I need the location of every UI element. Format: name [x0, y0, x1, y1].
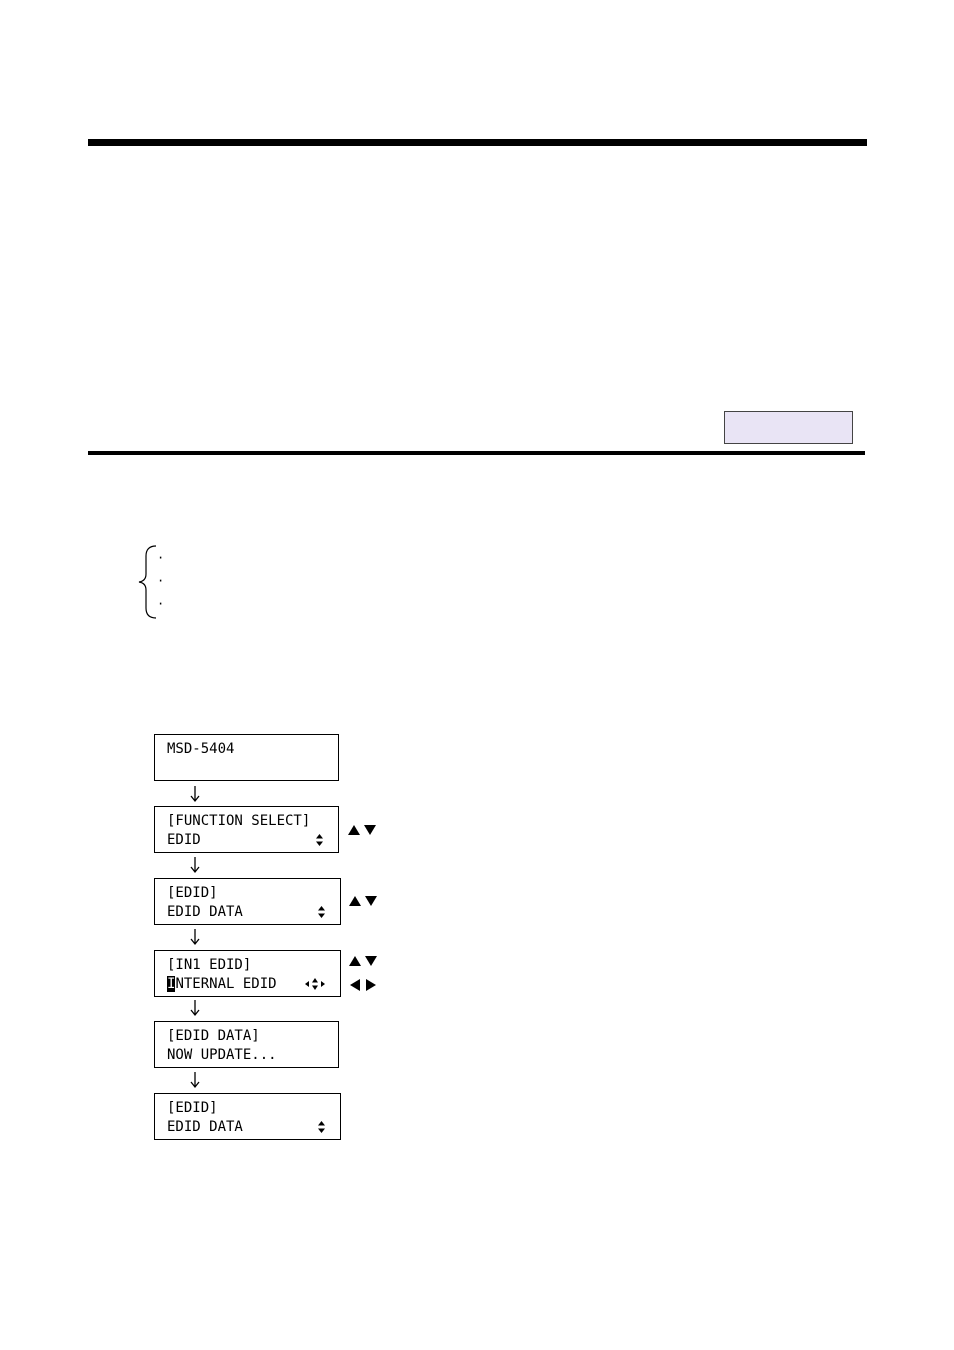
lcd-screen-edid-data-update: [154, 1021, 339, 1068]
bullet-2: ·: [157, 574, 165, 588]
lcd-line-2-text: NTERNAL EDID: [175, 976, 277, 992]
lcd-line-2: [167, 975, 277, 993]
lcd-screen-model: [154, 734, 339, 781]
lcd-line-2: EDID DATA: [167, 904, 243, 920]
bullet-3: ·: [157, 597, 165, 611]
arrow-down-icon: [188, 1071, 202, 1089]
lcd-line-1: [EDID DATA]: [167, 1028, 260, 1044]
up-down-indicator-icon: [315, 833, 324, 847]
up-down-triangle-icon: [348, 954, 380, 968]
arrow-down-icon: [188, 785, 202, 803]
lcd-line-2: EDID: [167, 832, 201, 848]
arrow-down-icon: [188, 856, 202, 874]
lcd-cursor: I: [167, 976, 176, 992]
lcd-screen-edid-return: [154, 1093, 341, 1140]
lcd-line-1: [EDID]: [167, 885, 218, 901]
up-down-indicator-icon: [317, 1120, 326, 1134]
arrow-down-icon: [188, 999, 202, 1017]
left-right-up-down-indicator-icon: [304, 977, 326, 991]
lcd-line-1: MSD-5404: [167, 741, 235, 757]
up-down-triangle-icon: [348, 894, 380, 908]
up-down-triangle-icon: [347, 823, 379, 837]
section-rule: [88, 451, 865, 455]
lcd-screen-in1-edid: [154, 950, 341, 997]
lcd-screen-function-select: [154, 806, 339, 853]
section-label-box: [724, 411, 853, 444]
top-rule: [88, 139, 867, 146]
lcd-line-2: EDID DATA: [167, 1119, 243, 1135]
up-down-indicator-icon: [317, 905, 326, 919]
lcd-screen-edid: [154, 878, 341, 925]
left-right-triangle-icon: [348, 978, 380, 992]
lcd-line-2: NOW UPDATE...: [167, 1047, 277, 1063]
lcd-line-1: [FUNCTION SELECT]: [167, 813, 311, 829]
lcd-line-1: [EDID]: [167, 1100, 218, 1116]
arrow-down-icon: [188, 928, 202, 946]
lcd-line-1: [IN1 EDID]: [167, 957, 252, 973]
bullet-1: ·: [157, 551, 165, 565]
